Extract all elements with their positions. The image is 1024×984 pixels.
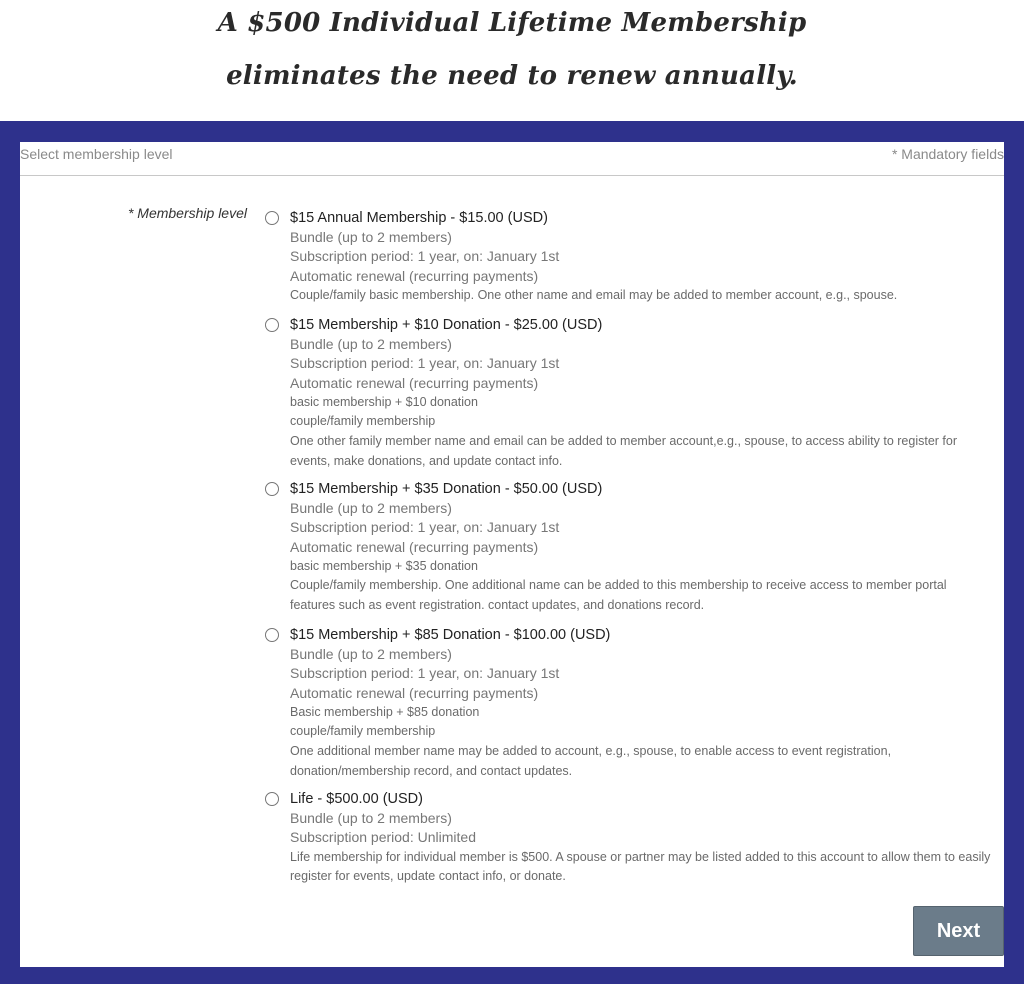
option-period: Subscription period: 1 year, on: January 1st <box>290 519 560 536</box>
option-description: Life membership for individual member is $500. A spouse or partner may be listed added to this account to allow them to easily register for events, update contact info, or donate. <box>290 849 991 884</box>
option-description: Couple/family membership. One additional name can be added to this membership to receive access to member portal features such as event registration. contact updates, and donations record. <box>290 578 947 613</box>
option-description: One other family member name and email can be added to member account,e.g., spouse, to access ability to register for events, make donations, and update contact info. <box>290 434 958 468</box>
option-renewal: Automatic renewal (recurring payments) <box>290 374 539 391</box>
option-details <box>290 790 995 887</box>
option-description: basic membership + $10 donation <box>290 394 478 409</box>
section-label: Select membership level <box>20 146 173 162</box>
option-description: couple/family membership <box>290 724 436 739</box>
headline-line-1: A $500 Individual Lifetime Membership <box>217 8 807 38</box>
option-title[interactable]: Life - $500.00 (USD) <box>290 791 423 807</box>
option-title[interactable]: $15 Annual Membership - $15.00 (USD) <box>290 210 548 226</box>
option-renewal: Automatic renewal (recurring payments) <box>290 267 539 284</box>
radio-button[interactable] <box>265 628 279 642</box>
option-title[interactable]: $15 Membership + $10 Donation - $25.00 (USD) <box>290 317 603 333</box>
option-renewal: Automatic renewal (recurring payments) <box>290 684 539 701</box>
radio-button[interactable] <box>265 318 279 332</box>
option-period: Subscription period: Unlimited <box>290 829 476 846</box>
option-details <box>290 626 995 781</box>
membership-level-label: * Membership level <box>127 205 247 221</box>
mandatory-note: * Mandatory fields <box>891 146 1004 162</box>
option-renewal: Automatic renewal (recurring payments) <box>290 538 539 555</box>
option-details <box>290 316 995 471</box>
option-description: basic membership + $35 donation <box>290 558 478 573</box>
form-frame <box>0 121 1024 984</box>
option-period: Subscription period: 1 year, on: January 1st <box>290 248 560 265</box>
headline-line-2: eliminates the need to renew annually. <box>226 61 798 91</box>
radio-button[interactable] <box>265 482 279 496</box>
option-period: Subscription period: 1 year, on: January 1st <box>290 665 560 682</box>
option-bundle: Bundle (up to 2 members) <box>290 500 452 516</box>
option-bundle: Bundle (up to 2 members) <box>290 646 452 662</box>
radio-button[interactable] <box>265 792 279 806</box>
option-bundle: Bundle (up to 2 members) <box>290 336 452 352</box>
option-title[interactable]: $15 Membership + $85 Donation - $100.00 (USD) <box>290 627 611 643</box>
option-details <box>290 480 995 616</box>
option-bundle: Bundle (up to 2 members) <box>290 229 452 245</box>
option-description: Couple/family basic membership. One other name and email may be added to member account, e.g., spouse. <box>290 287 898 302</box>
option-bundle: Bundle (up to 2 members) <box>290 810 452 826</box>
radio-button[interactable] <box>265 211 279 225</box>
option-description: One additional member name may be added to account, e.g., spouse, to enable access to event registration, donation/membership record, and contact updates. <box>290 744 892 778</box>
option-details <box>290 209 995 305</box>
option-description: Basic membership + $85 donation <box>290 704 480 719</box>
option-period: Subscription period: 1 year, on: January 1st <box>290 355 560 372</box>
next-button[interactable]: Next <box>913 906 1004 956</box>
form-header <box>20 142 1004 176</box>
membership-form <box>20 142 1004 967</box>
option-title[interactable]: $15 Membership + $35 Donation - $50.00 (USD) <box>290 481 603 497</box>
option-description: couple/family membership <box>290 414 436 429</box>
